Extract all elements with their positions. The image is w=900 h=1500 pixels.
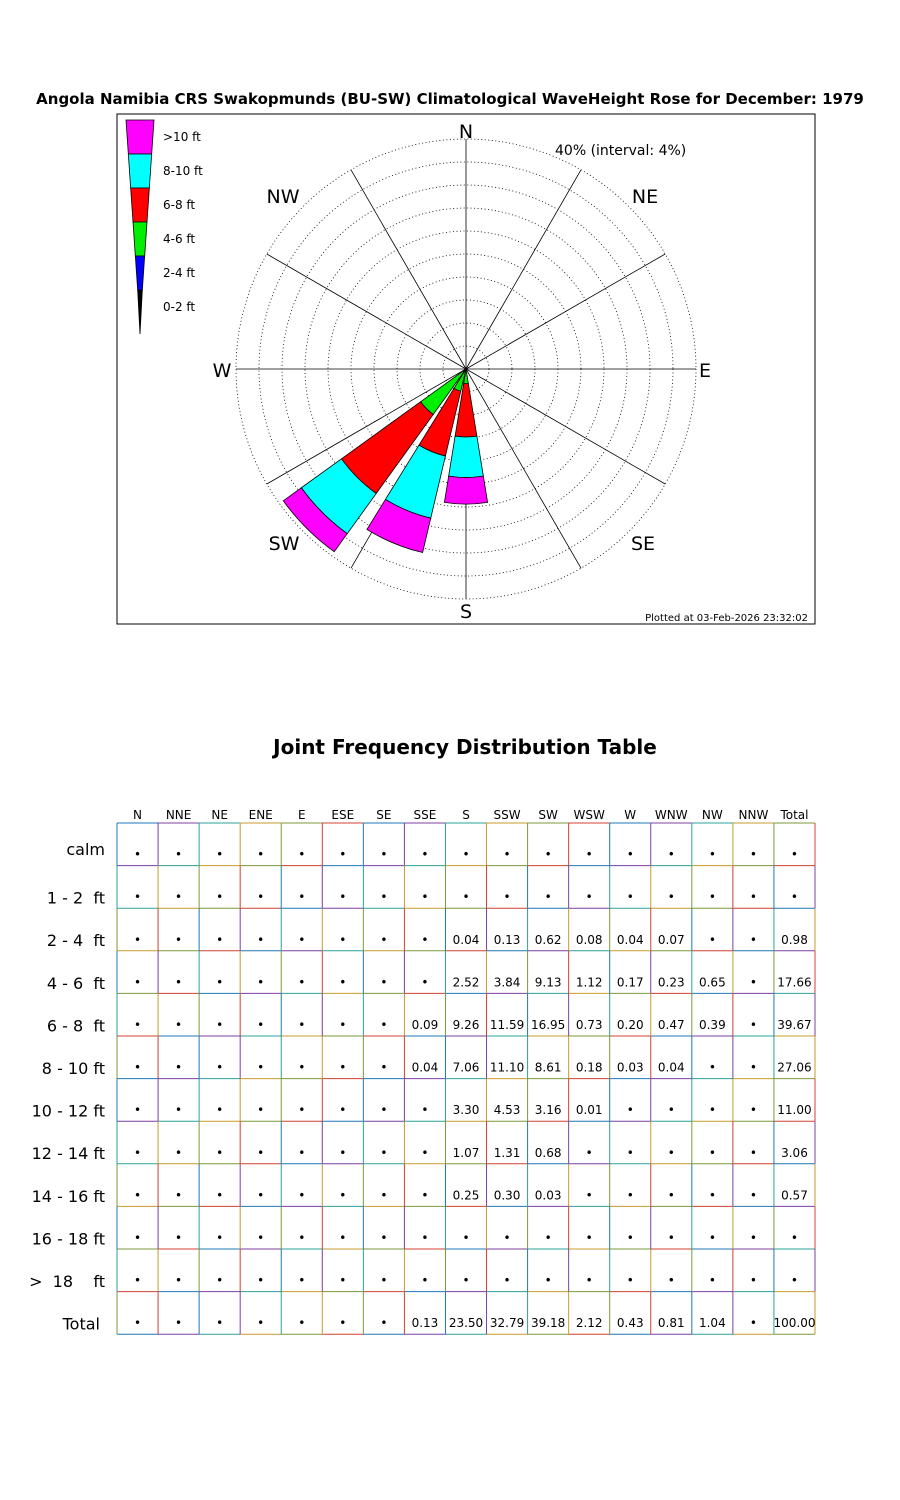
table-cell-7-nne: • <box>175 1145 183 1160</box>
table-cell-10-e: • <box>298 1273 306 1288</box>
table-cell-6-n: • <box>133 1103 142 1118</box>
table-cell-3-s: 2.52 <box>452 975 480 990</box>
table-cell-3-ne: • <box>216 975 224 990</box>
table-cell-5-sse: 0.04 <box>411 1060 439 1075</box>
table-cell-6-ene: • <box>257 1103 265 1118</box>
table-cell-4-sse: 0.09 <box>411 1018 439 1032</box>
table-cell-7-sw: 0.68 <box>534 1145 562 1160</box>
table-cell-9-wnw: • <box>667 1231 675 1245</box>
table-cell-4-w: 0.20 <box>616 1018 644 1032</box>
table-cell-6-s: 3.30 <box>452 1103 480 1118</box>
table-cell-11-nne: • <box>175 1316 183 1331</box>
table-cell-7-ne: • <box>216 1145 224 1160</box>
table-cell-1-e: • <box>298 890 306 905</box>
table-cell-0-ene: • <box>257 847 265 862</box>
table-cell-7-nw: • <box>708 1145 716 1160</box>
table-cell-9-ene: • <box>257 1231 265 1245</box>
table-cell-11-nw: 1.04 <box>698 1316 726 1331</box>
table-cell-10-wsw: • <box>585 1273 593 1288</box>
table-cell-7-ese: • <box>339 1145 347 1160</box>
table-cell-7-s: 1.07 <box>452 1145 480 1160</box>
table-cell-9-s: • <box>462 1231 470 1245</box>
col-header-sw: SW <box>538 808 558 822</box>
table-cell-7-ssw: 1.31 <box>493 1145 521 1160</box>
table-cell-11-se: • <box>380 1316 388 1331</box>
table-cell-0-nnw: • <box>749 847 757 862</box>
table-cell-10-ene: • <box>257 1273 265 1288</box>
legend-label-1: 8-10 ft <box>163 164 203 178</box>
table-cell-4-ne: • <box>216 1018 224 1032</box>
table-cell-10-ne: • <box>216 1273 224 1288</box>
table-cell-3-w: 0.17 <box>616 975 644 990</box>
table-cell-10-nw: • <box>708 1273 716 1288</box>
table-cell-2-e: • <box>298 932 306 947</box>
compass-label-nw: NW <box>266 186 300 208</box>
legend-label-5: 0-2 ft <box>163 300 196 314</box>
table-cell-9-w: • <box>626 1231 634 1245</box>
table-cell-6-ssw: 4.53 <box>493 1103 521 1118</box>
row-label-10: > 18 ft <box>29 1272 105 1291</box>
table-cell-1-wnw: • <box>667 890 675 905</box>
table-cell-10-nne: • <box>175 1273 183 1288</box>
col-header-ne: NE <box>211 808 228 822</box>
row-label-7: 12 - 14 ft <box>31 1144 105 1164</box>
legend-label-3: 4-6 ft <box>163 232 196 246</box>
table-cell-9-sse: • <box>421 1231 429 1245</box>
row-label-1: 1 - 2 ft <box>46 888 105 908</box>
table-cell-0-s: • <box>462 847 470 862</box>
radial-scale-label: 40% (interval: 4%) <box>555 143 687 159</box>
table-cell-8-wsw: • <box>585 1188 593 1203</box>
col-header-nw: NW <box>701 808 723 822</box>
col-header-wsw: WSW <box>573 808 605 822</box>
table-cell-8-nnw: • <box>749 1188 757 1203</box>
table-cell-8-ese: • <box>339 1188 347 1203</box>
table-cell-4-s: 9.26 <box>452 1018 480 1032</box>
col-header-wnw: WNW <box>654 808 688 822</box>
table-cell-4-wnw: 0.47 <box>657 1018 685 1032</box>
col-header-ene: ENE <box>248 808 273 822</box>
table-cell-0-wnw: • <box>667 847 675 862</box>
table-cell-11-ssw: 32.79 <box>489 1316 525 1331</box>
row-label-6: 10 - 12 ft <box>31 1101 105 1121</box>
table-cell-8-nne: • <box>175 1188 183 1203</box>
table-cell-2-ne: • <box>216 932 224 947</box>
table-cell-7-wnw: • <box>667 1145 675 1160</box>
table-cell-3-wnw: 0.23 <box>657 975 685 990</box>
table-cell-6-sse: • <box>421 1103 429 1118</box>
table-cell-6-nnw: • <box>749 1103 757 1118</box>
table-cell-8-total: 0.57 <box>781 1188 808 1203</box>
table-cell-11-wsw: 2.12 <box>575 1316 603 1331</box>
table-cell-1-ssw: • <box>503 890 511 905</box>
table-cell-11-e: • <box>298 1316 306 1331</box>
table-cell-10-se: • <box>380 1273 388 1288</box>
table-cell-4-ssw: 11.59 <box>489 1018 525 1032</box>
table-cell-1-total: • <box>790 890 799 905</box>
table-cell-0-n: • <box>133 847 142 862</box>
table-cell-4-total: 39.67 <box>777 1018 812 1032</box>
compass-label-e: E <box>698 360 712 382</box>
table-cell-0-sw: • <box>544 847 552 862</box>
table-cell-4-sw: 16.95 <box>530 1018 566 1032</box>
row-label-11: Total <box>62 1314 100 1334</box>
table-cell-9-ssw: • <box>503 1231 511 1245</box>
compass-label-se: SE <box>630 533 656 555</box>
table-cell-3-total: 17.66 <box>777 975 812 990</box>
table-cell-8-sse: • <box>421 1188 429 1203</box>
table-cell-7-w: • <box>626 1145 634 1160</box>
table-cell-8-w: • <box>626 1188 634 1203</box>
table-cell-5-s: 7.06 <box>452 1060 480 1075</box>
table-cell-9-e: • <box>298 1231 306 1245</box>
table-cell-5-ene: • <box>257 1060 265 1075</box>
table-cell-10-s: • <box>462 1273 470 1288</box>
table-cell-5-n: • <box>133 1060 142 1075</box>
row-label-8: 14 - 16 ft <box>31 1186 105 1206</box>
compass-label-s: S <box>459 601 473 623</box>
col-header-n: N <box>133 808 143 822</box>
col-header-total: Total <box>780 808 809 822</box>
table-cell-0-sse: • <box>421 847 429 862</box>
table-cell-4-se: • <box>380 1018 388 1032</box>
table-cell-4-ene: • <box>257 1018 265 1032</box>
table-cell-6-wsw: 0.01 <box>575 1103 603 1118</box>
table-cell-7-nnw: • <box>749 1145 757 1160</box>
table-cell-5-ne: • <box>216 1060 224 1075</box>
table-cell-3-nnw: • <box>749 975 757 990</box>
table-cell-10-total: • <box>790 1273 799 1288</box>
table-cell-1-nnw: • <box>749 890 757 905</box>
table-cell-8-ene: • <box>257 1188 265 1203</box>
table-cell-0-ese: • <box>339 847 347 862</box>
table-cell-8-nw: • <box>708 1188 716 1203</box>
table-cell-7-e: • <box>298 1145 306 1160</box>
table-cell-10-sw: • <box>544 1273 552 1288</box>
table-cell-9-wsw: • <box>585 1231 593 1245</box>
table-cell-2-sw: 0.62 <box>534 932 562 947</box>
table-cell-6-nw: • <box>708 1103 716 1118</box>
table-cell-3-sse: • <box>421 975 429 990</box>
col-header-sse: SSE <box>413 808 437 822</box>
table-cell-7-ene: • <box>257 1145 265 1160</box>
table-cell-3-se: • <box>380 975 388 990</box>
table-cell-3-ene: • <box>257 975 265 990</box>
table-cell-6-total: 11.00 <box>777 1103 812 1118</box>
table-cell-5-nw: • <box>708 1060 716 1075</box>
table-cell-10-n: • <box>133 1273 142 1288</box>
compass-label-n: N <box>458 121 474 143</box>
table-cell-1-ne: • <box>216 890 224 905</box>
table-cell-9-total: • <box>790 1231 799 1245</box>
table-cell-7-se: • <box>380 1145 388 1160</box>
table-cell-11-wnw: 0.81 <box>657 1316 685 1331</box>
table-cell-7-wsw: • <box>585 1145 593 1160</box>
table-cell-0-nw: • <box>708 847 716 862</box>
table-cell-2-total: 0.98 <box>781 932 808 947</box>
table-cell-4-nw: 0.39 <box>698 1018 726 1032</box>
table-cell-2-w: 0.04 <box>616 932 644 947</box>
table-cell-6-sw: 3.16 <box>534 1103 562 1118</box>
col-header-w: W <box>624 808 637 822</box>
table-cell-1-ese: • <box>339 890 347 905</box>
table-cell-11-total: 100.00 <box>773 1316 816 1331</box>
table-cell-11-sse: 0.13 <box>411 1316 439 1331</box>
table-cell-2-se: • <box>380 932 388 947</box>
legend-label-2: 6-8 ft <box>163 198 196 212</box>
col-header-nne: NNE <box>165 808 192 822</box>
table-cell-10-nnw: • <box>749 1273 757 1288</box>
col-header-s: S <box>462 808 470 822</box>
table-cell-6-ne: • <box>216 1103 224 1118</box>
table-cell-5-w: 0.03 <box>616 1060 644 1075</box>
table-cell-7-sse: • <box>421 1145 429 1160</box>
table-cell-5-nne: • <box>175 1060 183 1075</box>
table-cell-10-ese: • <box>339 1273 347 1288</box>
table-cell-8-n: • <box>133 1188 142 1203</box>
table-cell-3-ese: • <box>339 975 347 990</box>
table-cell-6-ese: • <box>339 1103 347 1118</box>
table-cell-2-nw: • <box>708 932 716 947</box>
table-cell-8-se: • <box>380 1188 388 1203</box>
table-cell-5-ese: • <box>339 1060 347 1075</box>
table-cell-0-total: • <box>790 847 799 862</box>
table-cell-6-se: • <box>380 1103 388 1118</box>
table-cell-0-ne: • <box>216 847 224 862</box>
table-cell-3-nw: 0.65 <box>698 975 726 990</box>
compass-label-ne: NE <box>631 186 659 208</box>
table-cell-1-n: • <box>133 890 142 905</box>
table-cell-1-w: • <box>626 890 634 905</box>
col-header-nnw: NNW <box>738 808 769 822</box>
table-cell-11-s: 23.50 <box>448 1316 484 1331</box>
col-header-e: E <box>297 808 306 822</box>
legend-label-0: >10 ft <box>163 130 201 144</box>
col-header-ssw: SSW <box>493 808 521 822</box>
table-cell-8-e: • <box>298 1188 306 1203</box>
table-cell-11-ne: • <box>216 1316 224 1331</box>
table-cell-4-n: • <box>133 1018 142 1032</box>
table-cell-6-wnw: • <box>667 1103 675 1118</box>
table-cell-2-s: 0.04 <box>452 932 480 947</box>
col-header-ese: ESE <box>331 808 355 822</box>
table-cell-9-n: • <box>133 1231 142 1245</box>
table-cell-0-w: • <box>626 847 634 862</box>
table-cell-3-wsw: 1.12 <box>575 975 603 990</box>
table-cell-9-nne: • <box>175 1231 183 1245</box>
legend-label-4: 2-4 ft <box>163 266 196 280</box>
table-cell-2-n: • <box>133 932 142 947</box>
table-cell-3-nne: • <box>175 975 183 990</box>
table-cell-2-ese: • <box>339 932 347 947</box>
table-cell-6-e: • <box>298 1103 306 1118</box>
table-cell-8-s: 0.25 <box>452 1188 480 1203</box>
table-cell-6-nne: • <box>175 1103 183 1118</box>
col-header-se: SE <box>376 808 392 822</box>
rose-title-text: Angola Namibia CRS Swakopmunds (BU-SW) Climatological WaveHeight Rose for December: 1979 <box>36 90 864 108</box>
row-label-5: 8 - 10 ft <box>41 1059 105 1078</box>
table-cell-11-w: 0.43 <box>616 1316 644 1331</box>
table-cell-4-e: • <box>298 1018 306 1032</box>
compass-label-w: W <box>212 360 232 382</box>
table-cell-4-ese: • <box>339 1018 347 1032</box>
table-cell-7-total: 3.06 <box>781 1145 808 1160</box>
table-cell-1-nne: • <box>175 890 183 905</box>
table-cell-2-nnw: • <box>749 932 757 947</box>
table-cell-10-w: • <box>626 1273 634 1288</box>
table-cell-1-nw: • <box>708 890 716 905</box>
table-cell-5-e: • <box>298 1060 306 1075</box>
table-cell-9-ne: • <box>216 1231 224 1245</box>
table-cell-5-wnw: 0.04 <box>657 1060 685 1075</box>
table-cell-8-ssw: 0.30 <box>493 1188 521 1203</box>
table-cell-5-wsw: 0.18 <box>575 1060 603 1075</box>
table-cell-2-wsw: 0.08 <box>575 932 603 947</box>
table-cell-1-se: • <box>380 890 388 905</box>
row-label-2: 2 - 4 ft <box>46 931 105 951</box>
table-cell-8-wnw: • <box>667 1188 675 1203</box>
table-cell-3-n: • <box>133 975 142 990</box>
table-cell-9-nnw: • <box>749 1231 757 1245</box>
table-cell-2-ene: • <box>257 932 265 947</box>
table-cell-9-sw: • <box>544 1231 552 1245</box>
table-cell-9-ese: • <box>339 1231 347 1245</box>
row-label-9: 16 - 18 ft <box>31 1229 105 1249</box>
table-cell-4-nne: • <box>175 1018 183 1032</box>
row-label-4: 6 - 8 ft <box>46 1016 105 1036</box>
table-cell-3-e: • <box>298 975 306 990</box>
table-cell-2-ssw: 0.13 <box>493 932 521 947</box>
table-cell-11-sw: 39.18 <box>530 1316 566 1331</box>
table-cell-11-nnw: • <box>749 1316 757 1331</box>
table-cell-4-nnw: • <box>749 1018 757 1032</box>
table-cell-5-sw: 8.61 <box>534 1060 562 1075</box>
table-cell-11-ese: • <box>339 1316 347 1331</box>
table-title: Joint Frequency Distribution Table <box>273 735 657 759</box>
table-cell-1-sw: • <box>544 890 552 905</box>
table-cell-10-wnw: • <box>667 1273 675 1288</box>
table-cell-0-nne: • <box>175 847 183 862</box>
table-cell-2-nne: • <box>175 932 183 947</box>
table-cell-2-sse: • <box>421 932 429 947</box>
table-cell-5-total: 27.06 <box>777 1060 812 1075</box>
table-cell-9-se: • <box>380 1231 388 1245</box>
table-cell-1-ene: • <box>257 890 265 905</box>
table-cell-10-sse: • <box>421 1273 429 1288</box>
table-cell-11-ene: • <box>257 1316 265 1331</box>
table-cell-9-nw: • <box>708 1231 716 1245</box>
table-cell-4-wsw: 0.73 <box>575 1018 603 1032</box>
table-cell-6-w: • <box>626 1103 634 1118</box>
table-cell-5-ssw: 11.10 <box>489 1060 525 1075</box>
table-cell-0-ssw: • <box>503 847 511 862</box>
table-cell-1-sse: • <box>421 890 429 905</box>
table-cell-8-sw: 0.03 <box>534 1188 562 1203</box>
row-label-3: 4 - 6 ft <box>46 973 105 993</box>
table-cell-1-s: • <box>462 890 470 905</box>
table-cell-0-e: • <box>298 847 306 862</box>
table-cell-1-wsw: • <box>585 890 593 905</box>
compass-label-sw: SW <box>268 533 300 555</box>
table-cell-0-se: • <box>380 847 388 862</box>
table-cell-0-wsw: • <box>585 847 593 862</box>
table-cell-5-nnw: • <box>749 1060 757 1075</box>
row-label-0: calm <box>66 840 105 859</box>
plot-timestamp: Plotted at 03-Feb-2026 23:32:02 <box>645 613 808 624</box>
table-cell-11-n: • <box>133 1316 142 1331</box>
table-cell-7-n: • <box>133 1145 142 1160</box>
table-cell-8-ne: • <box>216 1188 224 1203</box>
table-cell-10-ssw: • <box>503 1273 511 1288</box>
table-cell-3-ssw: 3.84 <box>493 975 521 990</box>
table-cell-2-wnw: 0.07 <box>657 932 685 947</box>
table-cell-3-sw: 9.13 <box>534 975 562 990</box>
table-cell-5-se: • <box>380 1060 388 1075</box>
